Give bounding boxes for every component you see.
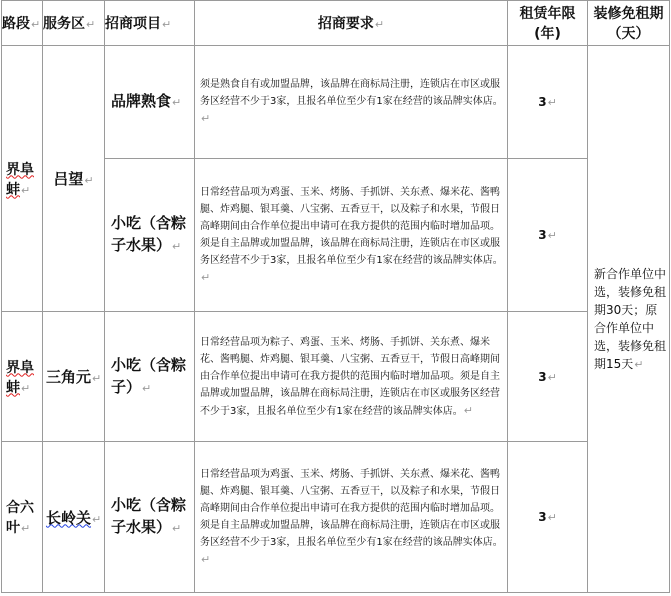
header-row — [2, 1, 670, 46]
road-cell: 界阜蚌↵ — [2, 312, 43, 442]
road-cell: 界阜蚌↵ — [2, 46, 43, 312]
area-cell: 吕望↵ — [43, 46, 105, 312]
header-renovation: 装修免租期（天） — [588, 1, 670, 46]
requirements-cell: 日常经营品项为粽子、鸡蛋、玉米、烤肠、手抓饼、关东煮、爆米花、酱鸭腿、炸鸡腿、银耳羹、八宝粥、五香豆干，节假日高峰期间由合作单位提出申请可在我方提供的范围内临时增加品项。须是自主品牌或加盟品牌，该品牌在商标局注册，连锁店在市区或服务区经营不少于3家，且报名单位至少有1家在经营的该品牌实体店。↵ — [195, 312, 508, 442]
years-cell: 3↵ — [508, 159, 588, 312]
project-cell: 品牌熟食↵ — [105, 46, 195, 159]
header-road: 路段↵ — [2, 1, 43, 46]
requirements-cell: 须是熟食自有或加盟品牌，该品牌在商标局注册，连锁店在市区或服务区经营不少于3家，且报名单位至少有1家在经营的该品牌实体店。↵ — [195, 46, 508, 159]
years-cell: 3↵ — [508, 46, 588, 159]
bidding-table — [1, 0, 670, 593]
header-requirements: 招商要求↵ — [195, 1, 508, 46]
road-cell: 合六叶↵ — [2, 442, 43, 593]
table-row — [2, 442, 670, 593]
area-cell: 三角元↵ — [43, 312, 105, 442]
area-cell: 长岭关↵ — [43, 442, 105, 593]
table-row — [2, 312, 670, 442]
requirements-cell: 日常经营品项为鸡蛋、玉米、烤肠、手抓饼、关东煮、爆米花、酱鸭腿、炸鸡腿、银耳羹、八宝粥、五香豆干，以及粽子和水果，节假日高峰期间由合作单位提出申请可在我方提供的范围内临时增加品项。须是自主品牌或加盟品牌，该品牌在商标局注册，连锁店在市区或服务区经营不少于3家，且报名单位至少有1家在经营的该品牌实体店。↵ — [195, 442, 508, 593]
table-row — [2, 46, 670, 159]
years-cell: 3↵ — [508, 312, 588, 442]
header-project: 招商项目↵ — [105, 1, 195, 46]
requirements-cell: 日常经营品项为鸡蛋、玉米、烤肠、手抓饼、关东煮、爆米花、酱鸭腿、炸鸡腿、银耳羹、八宝粥、五香豆干，以及粽子和水果，节假日高峰期间由合作单位提出申请可在我方提供的范围内临时增加品项。须是自主品牌或加盟品牌，该品牌在商标局注册，连锁店在市区或服务区经营不少于3家，且报名单位至少有1家在经营的该品牌实体店。↵ — [195, 159, 508, 312]
header-years: 租赁年限(年) — [508, 1, 588, 46]
years-cell: 3↵ — [508, 442, 588, 593]
project-cell: 小吃（含粽子水果）↵ — [105, 442, 195, 593]
project-cell: 小吃（含粽子水果）↵ — [105, 159, 195, 312]
header-area: 服务区↵ — [43, 1, 105, 46]
renovation-cell: 新合作单位中选，装修免租期30天；原合作单位中选，装修免租期15天↵ — [588, 46, 670, 593]
project-cell: 小吃（含粽子）↵ — [105, 312, 195, 442]
